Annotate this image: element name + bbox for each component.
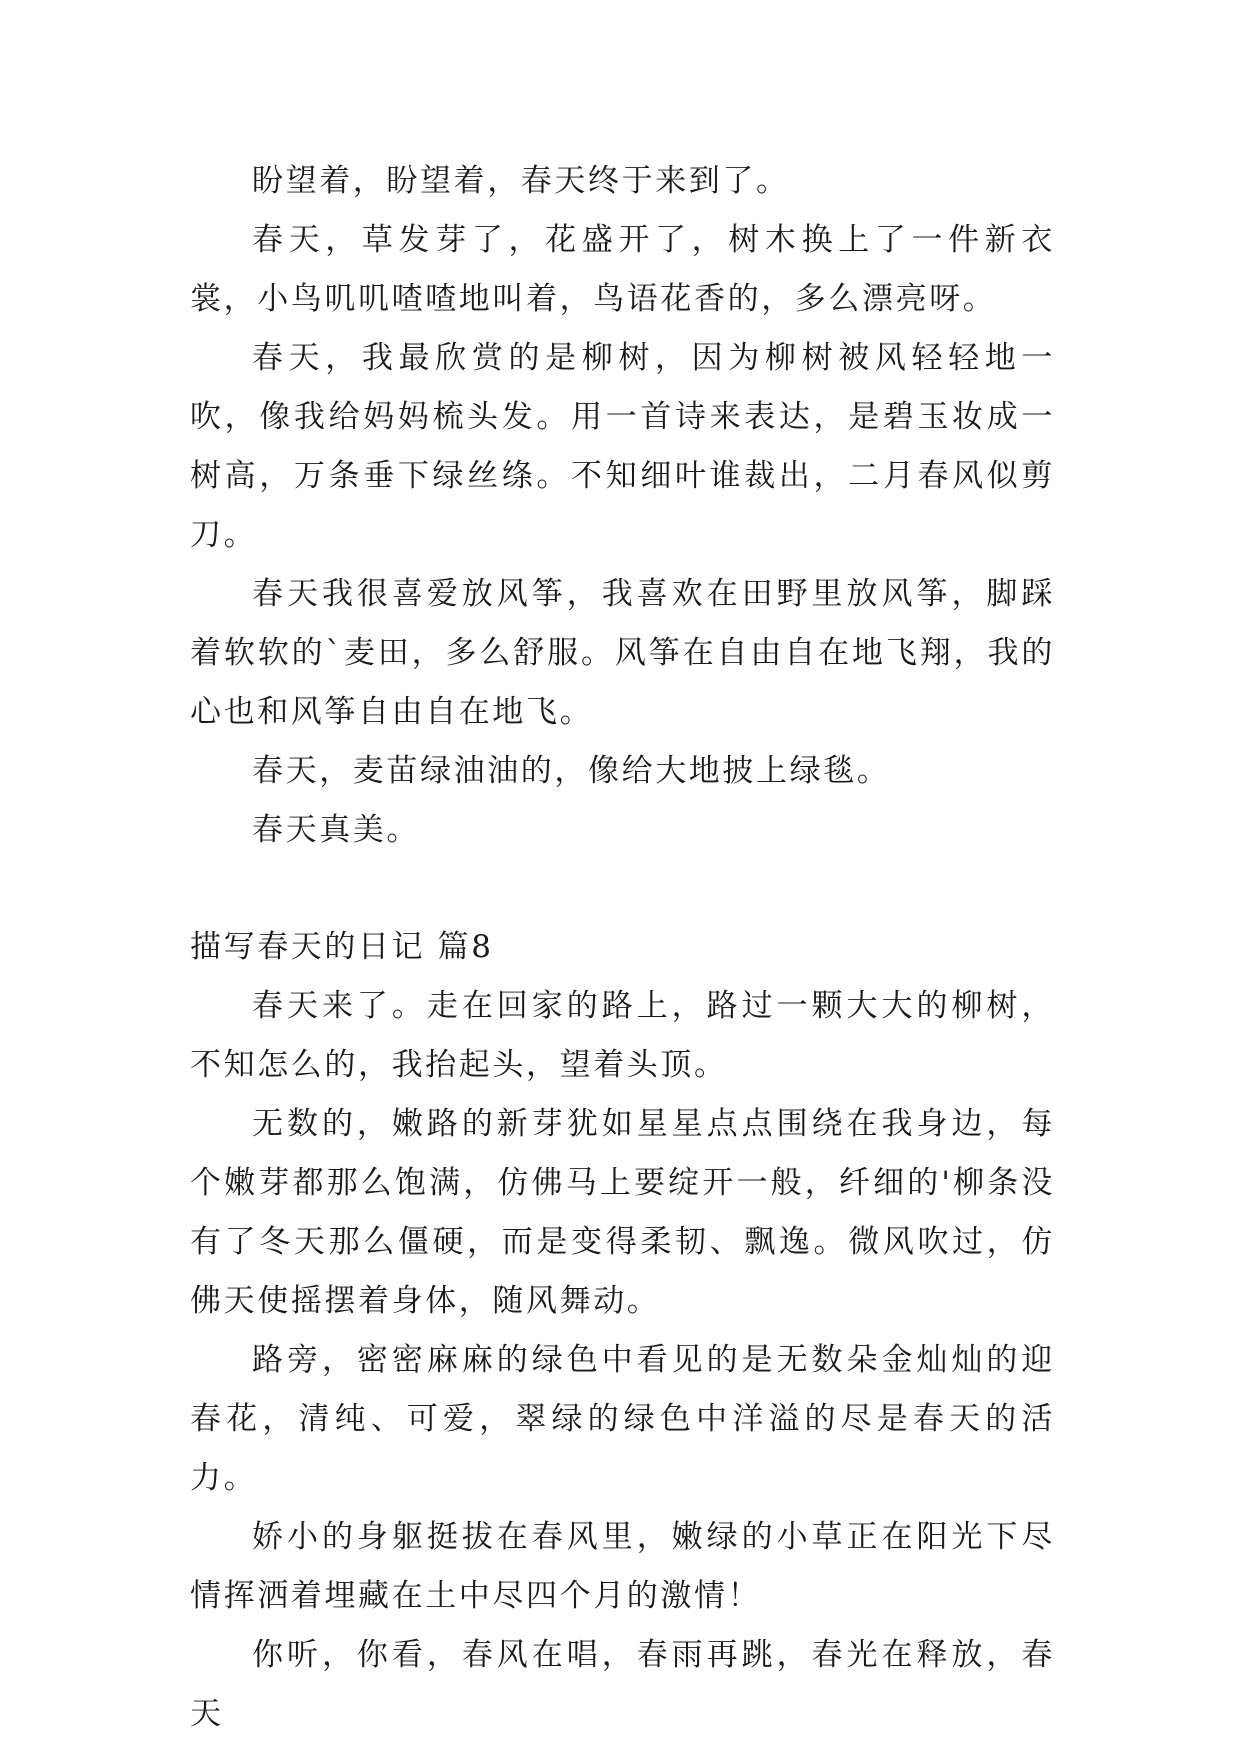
paragraph: 春天，我最欣赏的是柳树，因为柳树被风轻轻地一吹，像我给妈妈梳头发。用一首诗来表达，是碧玉妆成一树高，万条垂下绿丝绦。不知细叶谁裁出，二月春风似剪刀。 [190, 340, 1055, 553]
paragraph: 无数的，嫩路的新芽犹如星星点点围绕在我身边，每个嫩芽都那么饱满，仿佛马上要绽开一般，纤细的'柳条没有了冬天那么僵硬，而是变得柔韧、飘逸。微风吹过，仿佛天使摇摆着身体，随风舞动。 [190, 1106, 1055, 1319]
paragraph: 春天，麦苗绿油油的，像给大地披上绿毯。 [252, 753, 891, 789]
paragraph: 春天，草发芽了，花盛开了，树木换上了一件新衣裳，小鸟叽叽喳喳地叫着，鸟语花香的，多么漂亮呀。 [190, 222, 1055, 317]
section-gap [190, 860, 1055, 918]
paragraph: 你听，你看，春风在唱，春雨再跳，春光在释放，春天 [190, 1637, 1055, 1732]
paragraph: 盼望着，盼望着，春天终于来到了。 [252, 163, 790, 199]
document-body [190, 152, 1055, 1744]
paragraph: 路旁，密密麻麻的绿色中看见的是无数朵金灿灿的迎春花，清纯、可爱，翠绿的绿色中洋溢的尽是春天的活力。 [190, 1342, 1055, 1496]
section-heading: 描写春天的日记 篇8 [190, 929, 494, 965]
paragraph: 春天真美。 [252, 812, 420, 848]
paragraph: 娇小的身躯挺拔在春风里，嫩绿的小草正在阳光下尽情挥洒着埋藏在土中尽四个月的激情！ [190, 1519, 1055, 1614]
paragraph: 春天来了。走在回家的路上，路过一颗大大的柳树，不知怎么的，我抬起头，望着头顶。 [190, 988, 1055, 1083]
paragraph: 春天我很喜爱放风筝，我喜欢在田野里放风筝，脚踩着软软的`麦田，多么舒服。风筝在自由自在地飞翔，我的心也和风筝自由自在地飞。 [190, 576, 1055, 730]
